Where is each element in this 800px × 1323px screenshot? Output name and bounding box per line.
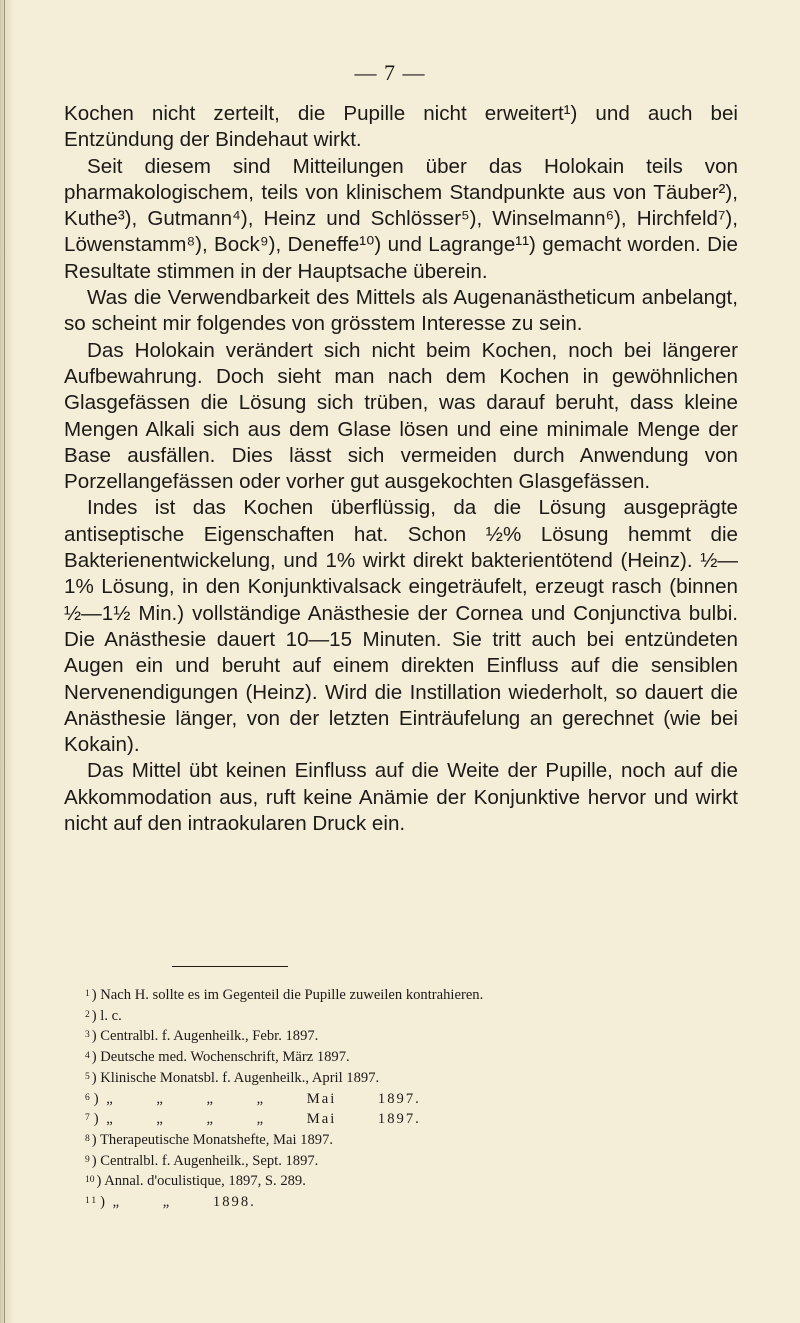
footnote-separator [172,966,288,967]
footnote-number: 8 [85,1133,90,1144]
footnote: $^3$ ) Centralbl. f. Augenheilk., Febr. 1897. [85,1028,319,1045]
footnote-text: l. c. [100,1007,122,1024]
footnote-text: Nach H. sollte es im Gegenteil die Pupille zuweilen kontrahieren. [100,987,484,1003]
footnote-number: 2 [85,1009,90,1020]
footnote-text: Deutsche med. Wochenschrift, März 1897. [100,1049,350,1066]
footnote: $^6$ ) „ „ „ „ Mai 1897. [85,1090,421,1107]
footnote: $^7$ ) „ „ „ „ Mai 1897. [85,1111,421,1128]
footnote-number: 3 [85,1030,90,1041]
footnote: $^1$ ) Nach H. sollte es im Gegenteil die Pupille zuweilen kontrahieren. [85,987,484,1003]
footnote-text: Centralbl. f. Augenheilk., Sept. 1897. [100,1152,319,1169]
footnote: $^8$ ) Therapeutische Monatshefte, Mai 1897. [85,1131,334,1148]
footnote-number: 7 [85,1113,92,1124]
paragraph: Kochen nicht zerteilt, die Pupille nicht erweitert¹) und auch bei Entzündung der Bindehaut wirkt. [64,102,738,152]
paragraph: Indes ist das Kochen überflüssig, da die Lösung ausgeprägte antiseptische Eigenschaften hat. Schon ½% Lösung hemmt die Bakterienentwickelung, und 1% wirkt direkt bakterientötend (Heinz). ½—1% Lösung, in den Konjunktivalsack eingeträufelt, erzeugt rasch (binnen ½—1½ Min.) vollständige Anästhesie der Cornea und Conjunctiva bulbi. Die Anästhesie dauert 10—15 Minuten. Sie tritt auch bei entzündeten Augen ein und beruht auf einem direkten Einfluss auf die sensiblen Nervenendigungen (Heinz). Wird die Instillation wiederholt, so dauert die Anästhesie länger, von der letzten Einträufelung an gerechnet (wie bei Kokain). [64,496,738,757]
footnote: $^{10}$ ) Annal. d'oculistique, 1897, S. 289. [85,1173,306,1190]
footnote: $^9$ ) Centralbl. f. Augenheilk., Sept. 1897. [85,1152,319,1169]
footnote-text: Centralbl. f. Augenheilk., Febr. 1897. [100,1028,319,1045]
paragraph: Was die Verwendbarkeit des Mittels als Augenanästheticum anbelangt, so scheint mir folgendes von grösstem Interesse zu sein. [64,286,738,336]
book-spine-edge [0,0,14,1323]
main-text [64,101,738,837]
paragraph: Seit diesem sind Mitteilungen über das Holokain teils von pharmakologischem, teils von klinischem Standpunkte aus von Täuber²), Kuthe³), Gutmann⁴), Heinz und Schlösser⁵), Winselmann⁶), Hirchfeld⁷), Löwenstamm⁸), Bock⁹), Deneffe¹⁰) und Lagrange¹¹) gemacht worden. Die Resultate stimmen in der Hauptsache überein. [64,154,738,283]
footnote-number: 4 [85,1051,90,1062]
page-number: — 7 — [354,60,426,85]
footnote-number: 10 [85,1175,95,1186]
paragraph: Das Mittel übt keinen Einfluss auf die Weite der Pupille, noch auf die Akkommodation aus, ruft keine Anämie der Konjunktive hervor und wirkt nicht auf den intraokularen Druck ein. [64,759,738,836]
footnote-text: Therapeutische Monatshefte, Mai 1897. [100,1131,334,1148]
footnote: $^5$ ) Klinische Monatsbl. f. Augenheilk., April 1897. [85,1069,380,1086]
footnote: $^{11}$ ) „ „ 1898. [85,1194,256,1211]
footnote-text: „ „ „ „ Mai 1897. [106,1111,421,1128]
footnote-text: Klinische Monatsbl. f. Augenheilk., April 1897. [100,1069,380,1086]
footnotes [85,985,765,1213]
footnote-number: 9 [85,1154,90,1165]
footnote-text: „ „ 1898. [112,1194,256,1211]
footnote-text: Annal. d'oculistique, 1897, S. 289. [104,1173,306,1190]
footnote-number: 5 [85,1071,90,1082]
footnote-number: 11 [85,1196,99,1207]
paragraph: Das Holokain verändert sich nicht beim Kochen, noch bei längerer Aufbewahrung. Doch sieht man nach dem Kochen in gewöhnlichen Glasgefässen die Lösung sich trüben, was darauf beruht, dass kleine Mengen Alkali sich aus dem Glase lösen und eine minimale Menge der Base ausfällen. Dies lässt sich vermeiden durch Anwendung von Porzellangefässen oder vorher gut ausgekochten Glasgefässen. [64,338,738,494]
footnote-text: „ „ „ „ Mai 1897. [106,1090,421,1107]
footnote: $^4$ ) Deutsche med. Wochenschrift, März 1897. [85,1049,350,1066]
footnote-number: 6 [85,1092,92,1103]
footnote-number: 1 [85,989,90,999]
footnote: $^2$ ) l. c. [85,1007,122,1024]
